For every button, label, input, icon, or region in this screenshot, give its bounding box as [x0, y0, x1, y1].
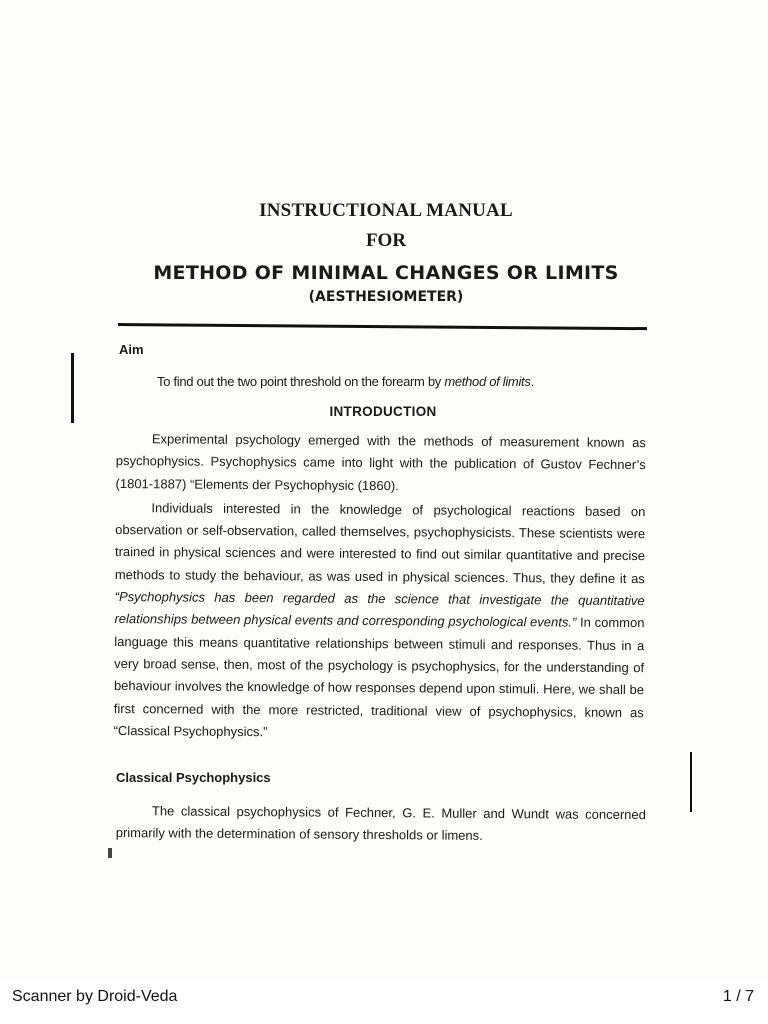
intro-paragraph-2-start: Individuals interested in the knowledge of psychological reactions based on observation or self-observation, called themselves, psychophysicists. These scientists were trained in physical sciences and were interested to find out similar quantitative and precise methods to study the behaviour, as was used in physical sciences. Thus, they define it as	[114, 500, 646, 586]
app-name: Scanner by Droid-Veda	[12, 988, 178, 1005]
title-divider	[118, 323, 647, 330]
classical-body	[116, 800, 646, 849]
scan-mark-right	[690, 752, 692, 812]
aim-text-end: .	[530, 374, 534, 389]
title-line-3: METHOD OF MINIMAL CHANGES OR LIMITS	[153, 262, 619, 284]
intro-paragraph-2	[114, 497, 646, 746]
scan-dot	[108, 848, 112, 858]
intro-paragraph-2-quote: “Psychophysics has been regarded as the science that investigate the quantitative relationships between physical events and corresponding psychological events.”	[114, 589, 645, 630]
aim-text-plain: To find out the two point threshold on the forearm by	[157, 374, 445, 389]
aim-label: Aim	[119, 342, 144, 357]
classical-paragraph-1: The classical psychophysics of Fechner, G. E. Muller and Wundt was concerned primarily with the determination of sensory thresholds or limens.	[115, 803, 646, 844]
title-line-2: FOR	[365, 230, 407, 251]
page-indicator: 1 / 7	[722, 988, 754, 1005]
title-line-1: INSTRUCTIONAL MANUAL	[259, 200, 513, 221]
aim-text	[157, 374, 534, 389]
intro-paragraph-2-end: In common language this means quantitative relationships between stimuli and responses. Thus in a very broad sense, then, most of the psychology is psychophysics, for the understanding of behaviour involves the knowledge of how responses depend upon stimuli. Here, we shall be first concerned with the more restricted, traditional view of psychophysics, known as “Classical Psychophysics.”	[113, 614, 645, 740]
aim-text-italic: method of limits	[444, 374, 531, 389]
classical-heading: Classical Psychophysics	[116, 770, 271, 785]
introduction-body	[114, 428, 646, 746]
introduction-heading: INTRODUCTION	[329, 404, 437, 419]
title-line-4: (AESTHESIOMETER)	[308, 289, 464, 305]
intro-paragraph-1: Experimental psychology emerged with the methods of measurement known as psychophysics. Psychophysics came into light with the publication of Gustov Fechner’s (1801-1887) “Elements der Psychophysic (1860).	[115, 431, 646, 493]
scanner-footer	[0, 980, 768, 1024]
